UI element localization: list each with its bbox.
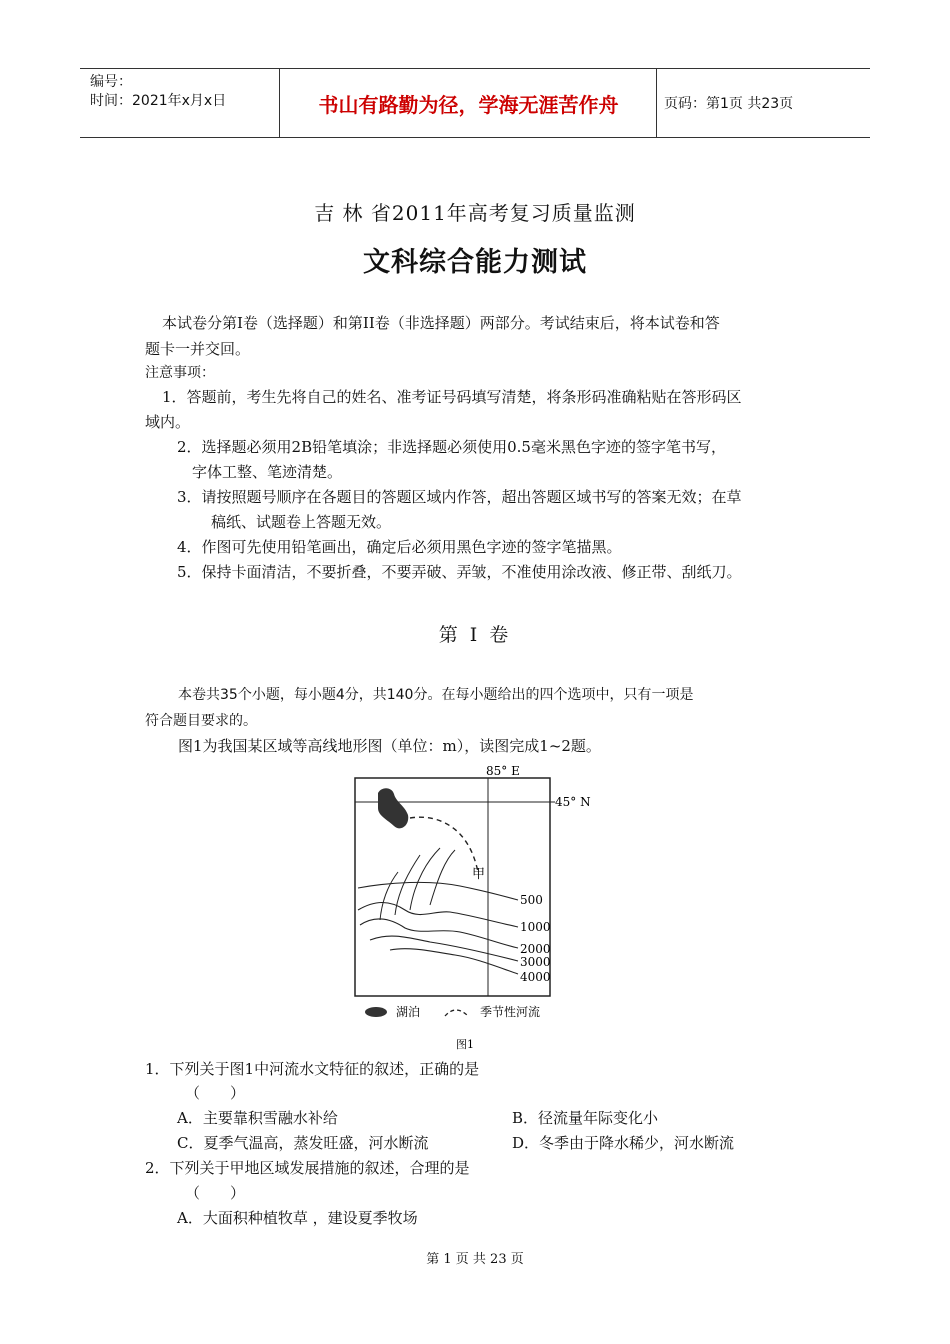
- notice-item-3-cont: 稿纸、试题卷上答题无效。: [211, 513, 392, 531]
- question-1-option-d: D．冬季由于降水稀少，河水断流: [512, 1134, 735, 1152]
- legend-lake-label: 湖泊: [396, 1005, 421, 1019]
- contour-map-figure: [350, 760, 610, 1055]
- place-label-jia: 甲: [472, 867, 486, 882]
- contour-4000: [390, 949, 518, 974]
- exam-subtitle: 吉 林 省2011年高考复习质量监测: [314, 201, 636, 225]
- notice-item-3: 3．请按照题号顺序在各题目的答题区域内作答，超出答题区域书写的答案无效；在草: [177, 488, 742, 506]
- figure-intro: 图1为我国某区域等高线地形图（单位：m），读图完成1~2题。: [178, 737, 601, 755]
- contour-label-1000: 1000: [520, 920, 551, 934]
- longitude-label: 85° E: [486, 764, 520, 778]
- contour-label-500: 500: [520, 893, 543, 907]
- intro-line-1: 本试卷分第I卷（选择题）和第II卷（非选择题）两部分。考试结束后，将本试卷和答: [162, 314, 720, 332]
- intro-line-2: 题卡一并交回。: [145, 340, 251, 358]
- question-1-stem: 1．下列关于图1中河流水文特征的叙述，正确的是: [145, 1060, 480, 1078]
- legend-lake-symbol: [365, 1007, 387, 1017]
- code-label: 编号：: [90, 74, 132, 90]
- notice-item-5: 5．保持卡面清洁，不要折叠，不要弄破、弄皱，不准使用涂改液、修正带、刮纸刀。: [177, 563, 742, 581]
- time-label: 时间：2021年x月x日: [90, 93, 227, 109]
- volume-title: 第 I 卷: [438, 624, 512, 646]
- notice-item-1-cont: 域内。: [145, 413, 191, 431]
- page-header: [80, 68, 870, 138]
- header-meta: [80, 69, 280, 137]
- lake-shape: [378, 788, 408, 828]
- header-page-info: 页码：第1页 共23页: [664, 96, 794, 112]
- volume-desc-1: 本卷共35个小题，每小题4分，共140分。在每小题给出的四个选项中，只有一项是: [178, 687, 694, 703]
- question-2-stem: 2．下列关于甲地区域发展措施的叙述，合理的是: [145, 1159, 470, 1177]
- legend-river-label: 季节性河流: [480, 1005, 541, 1019]
- volume-desc-2: 符合题目要求的。: [145, 713, 257, 729]
- question-2-option-a: A．大面积种植牧草 ，建设夏季牧场: [177, 1209, 418, 1227]
- contour-label-3000: 3000: [520, 955, 551, 969]
- latitude-label: 45° N: [555, 795, 591, 809]
- contour-3000: [370, 936, 518, 961]
- page-footer: 第 1 页 共 23 页: [426, 1252, 524, 1267]
- contour-500: [358, 882, 518, 900]
- header-motto: 书山有路勤为径，学海无涯苦作舟: [281, 69, 657, 137]
- legend-river-symbol: [445, 1010, 468, 1016]
- contour-label-4000: 4000: [520, 970, 551, 984]
- question-1-option-a: A．主要靠积雪融水补给: [177, 1109, 338, 1127]
- notice-item-2-cont: 字体工整、笔迹清楚。: [192, 463, 343, 481]
- question-1-blank: （ ）: [185, 1084, 246, 1102]
- notice-item-2: 2．选择题必须用2B铅笔填涂；非选择题必须使用0.5毫米黑色字迹的签字笔书写，: [177, 438, 726, 456]
- question-1-option-b: B．径流量年际变化小: [512, 1109, 659, 1127]
- notice-heading: 注意事项：: [145, 365, 215, 381]
- exam-title: 文科综合能力测试: [363, 247, 587, 278]
- question-1-option-c: C．夏季气温高，蒸发旺盛，河水断流: [177, 1134, 429, 1152]
- figure-caption: 图1: [456, 1038, 474, 1051]
- contour-label-2000: 2000: [520, 942, 551, 956]
- notice-item-1: 1．答题前，考生先将自己的姓名、准考证号码填写清楚，将条形码准确粘贴在答形码区: [162, 388, 742, 406]
- question-2-blank: （ ）: [185, 1184, 246, 1202]
- notice-item-4: 4．作图可先使用铅笔画出，确定后必须用黑色字迹的签字笔描黑。: [177, 538, 622, 556]
- seasonal-river: [410, 817, 478, 872]
